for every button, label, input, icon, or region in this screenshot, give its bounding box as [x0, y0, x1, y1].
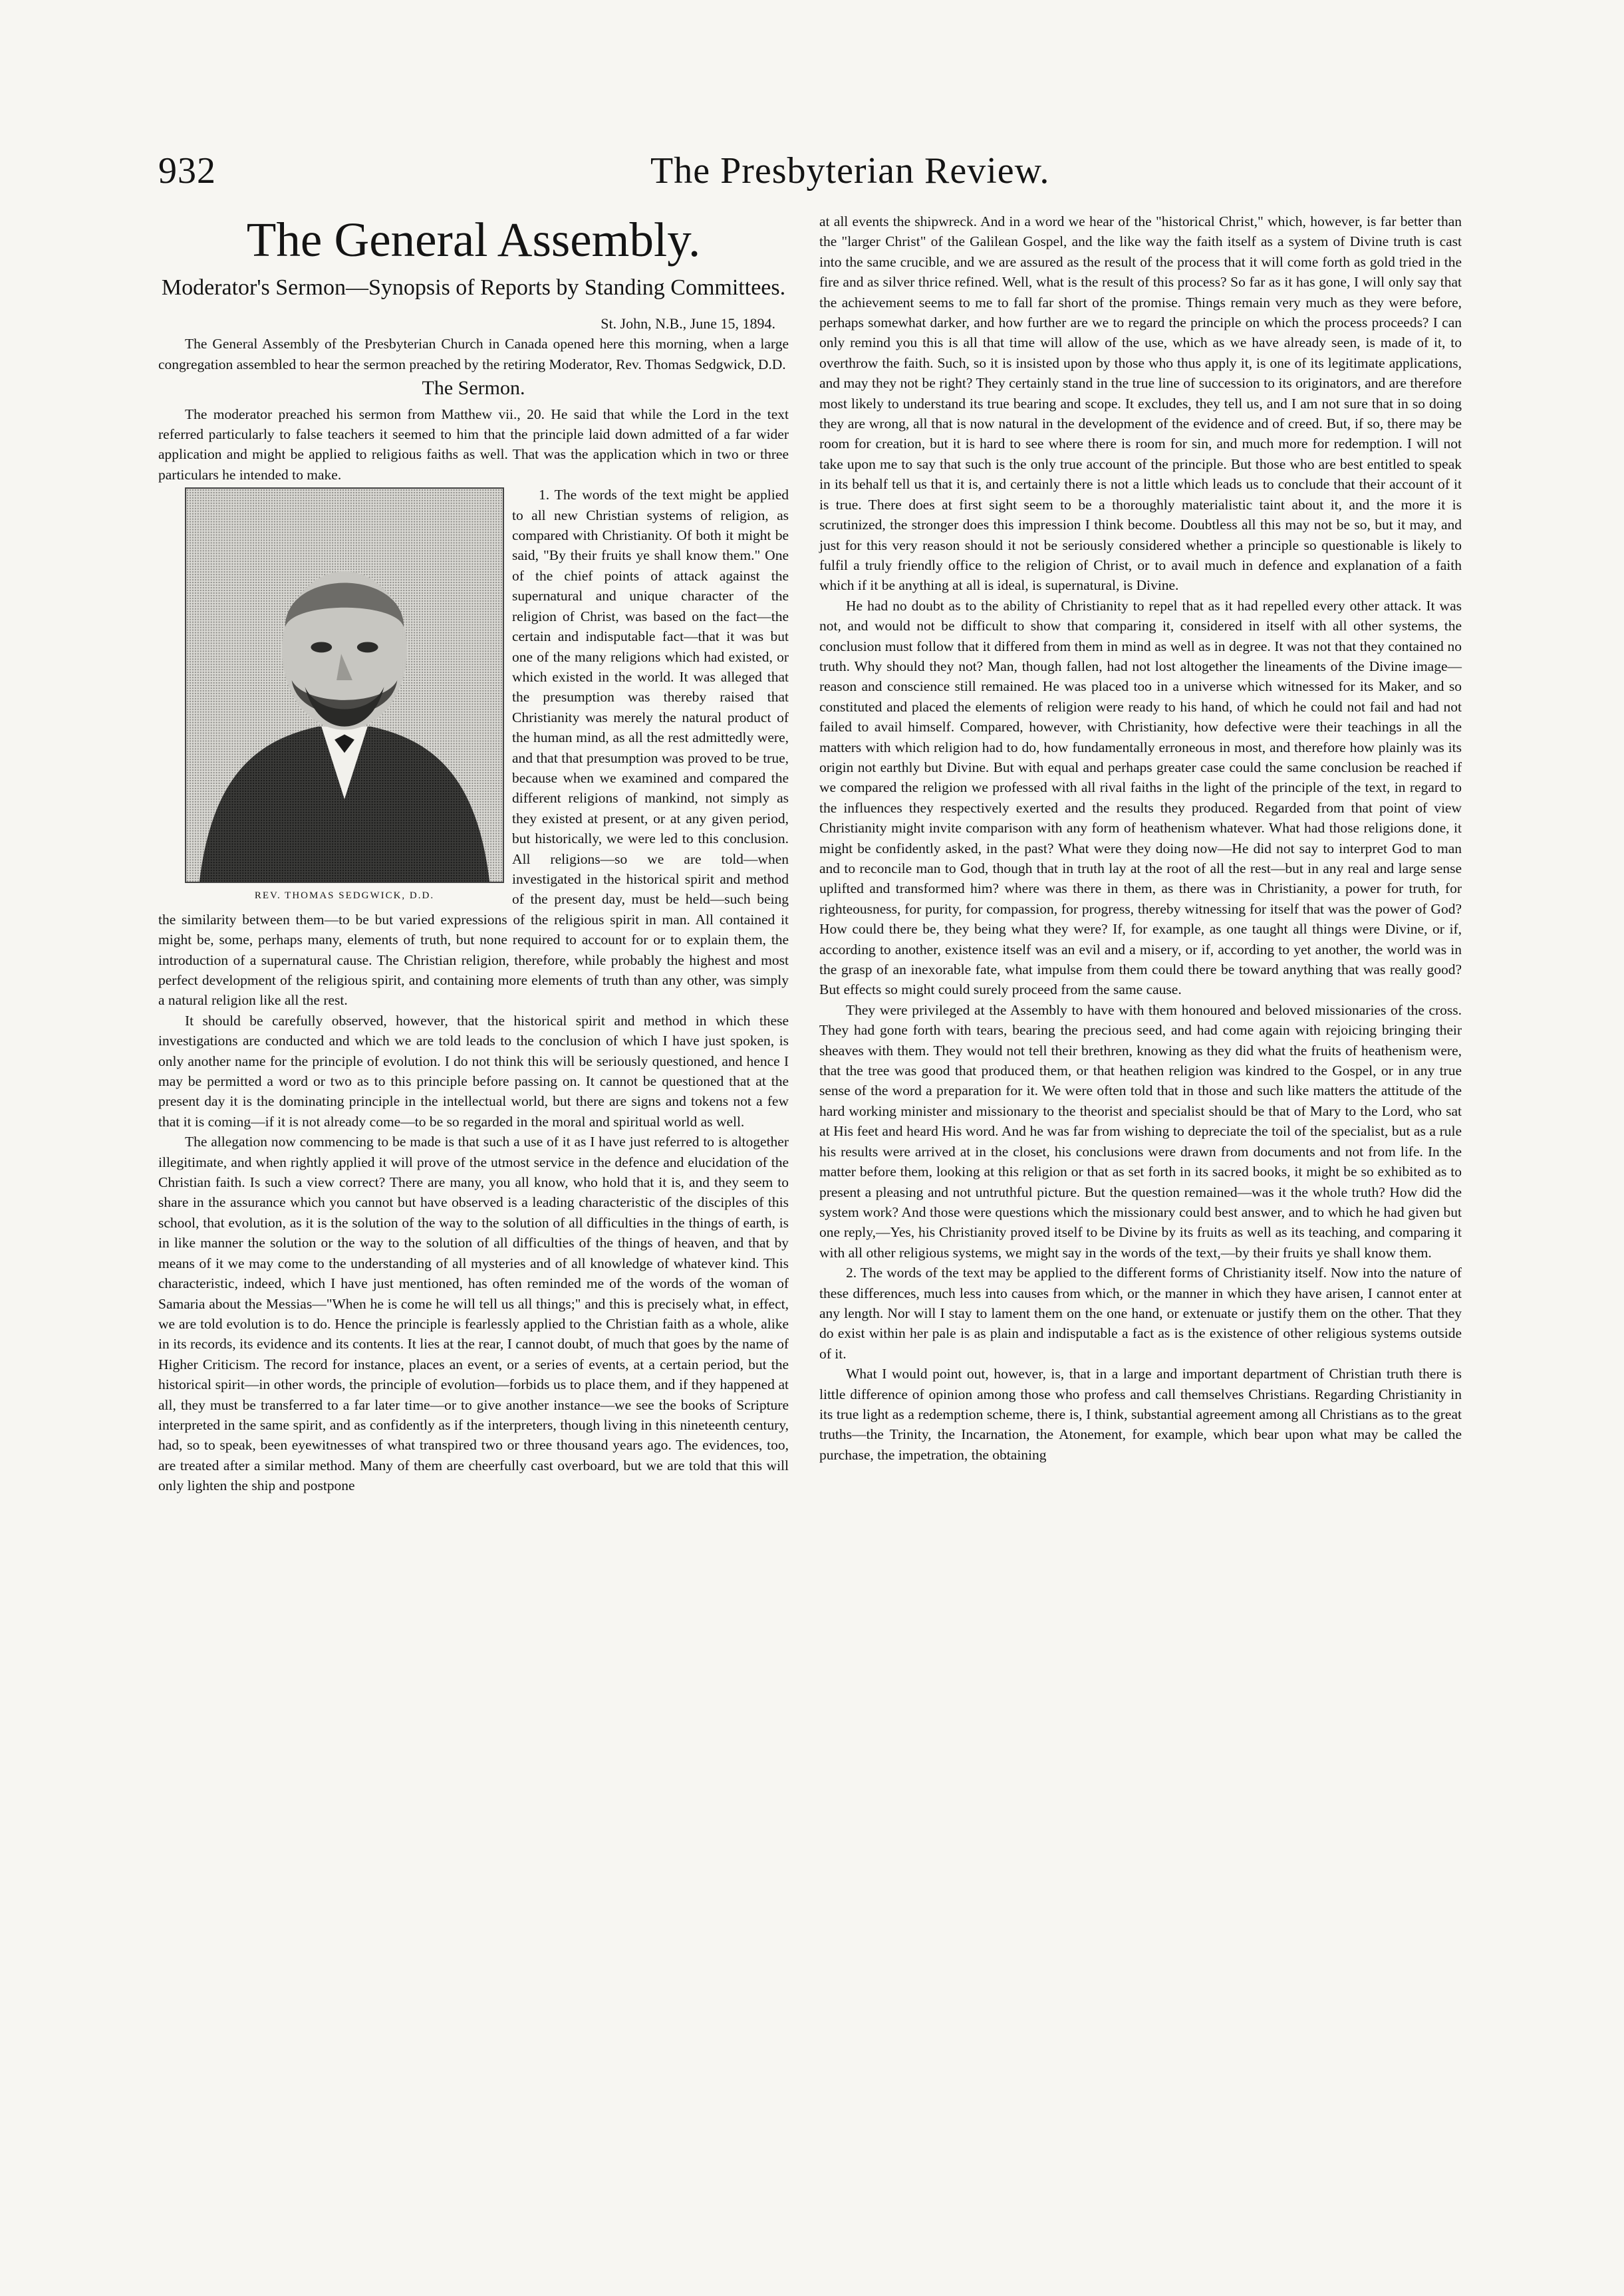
body-paragraph: 1. The words of the text might be applied to all new Christian systems of religion, as compared with Christianity. Of both it might be said, "By their fruits ye shall know them." One of the chief points of attack against the supernatural and unique character of the religion of Christ, was based on the fact—the certain and indisputable fact—that it was but one of the many religions which had existed, or which existed in the world. It was alleged that the presumption was thereby raised that Christianity was merely the natural product of the human mind, as all the rest admittedly were, and that that presumption was proved to be true, because when we examined and compared the different religions of mankind, not simply as they existed at present, or at any given period, but historically, we were led to this conclusion. All religions—so we are told—when investigated in the historical spirit and method of the present day, must be held—such being the similarity between them—to be but varied expressions of the religious spirit in man. All contained it might be, some, perhaps many, elements of truth, but none required to account for or to explain them, the introduction of a supernatural cause. The Christian religion, therefore, while probably the highest and most perfect development of the religious spirit, and containing more elements of truth than any other, was simply a natural religion like all the rest. — [158, 487, 789, 1009]
article-subtitle: Moderator's Sermon—Synopsis of Reports by Standing Committees. — [161, 275, 786, 300]
running-head — [158, 150, 1462, 203]
body-paragraph: He had no doubt as to the ability of Christianity to repel that as it had repelled every other attack. It was not, and would not be difficult to show that comparing it, considered in itself with all other systems, the conclusion must follow that it differed from them in mind as well as in degree. It was not that they contained no truth. Why should they not? Man, though fallen, had not lost altogether the lineaments of the Divine image—reason and conscience still remained. He was placed too in a universe which witnessed for its Maker, and so constituted and placed the elements of religion were ready to his hand, of which he could not fail and had not failed to avail himself. Compared, however, with Christianity, how defective were their teachings in all the matters with which religion had to do, how fundamentally erroneous in most, and therefore how plainly was its origin not earthly but Divine. But with equal and perhaps greater case could the same conclusion be reached if we compared the religion we professed with all rival faiths in the light of the principle of the text, in regard to the influences they respectively exerted and the results they produced. Regarded from that point of view Christianity might invite comparison with any form of heathenism whatever. What had those religions done, it might be confidently asked, in the past? What were they doing now—He did not say to interpret God to man and to reconcile man to God, though that in truth lay at the root of all the rest—but in any real and large sense uplifted and transformed him? where was there in them, as there was in Christianity, a power for truth, for righteousness, for purity, for compassion, for progress, thereby witnessing for itself that was the power of God? How could there be, they being what they were? If, for example, as one taught all things were Divine, or if, according to another, existence itself was an evil and a misery, or if, according to yet another, the world was in the grasp of an inexorable fate, what impulse from them could there be toward anything that was really good? But effects so might could surely proceed from the same cause. — [819, 597, 1462, 998]
body-paragraph: It should be carefully observed, however, that the historical spirit and method in which these investigations are conducted and which we are told leads to the conclusion of which I have just spoken, is only another name for the principle of evolution. I do not think this will be seriously questioned, and hence I may be permitted a word or two as to this principle before passing on. It cannot be questioned that at the present day it is the dominating principle in the intellectual world, but there are signs and tokens not a few that it is coming—if it is not already come—to be so regarded in the moral and spiritual world as well. — [158, 1012, 789, 1130]
right-column — [819, 211, 1462, 1465]
body-paragraph: 2. The words of the text may be applied to the different forms of Christianity itself. Now into the nature of these differences, much less into causes from which, or the manner in which they have arisen, I cannot enter at any length. Nor will I stay to lament them on the one hand, or extenuate or justify them on the other. That they do exist within her pale is as plain and indisputable a fact as is the existence of other religious systems outside of it. — [819, 1265, 1462, 1362]
body-paragraph: at all events the shipwreck. And in a word we hear of the "historical Christ," which, however, is far better than the "larger Christ" of the Galilean Gospel, and the like way the faith itself as a system of Divine truth is cast into the same crucible, and we are assured as the result of the process that it will come forth as gold tried in the fire and as silver thrice refined. Well, what is the result of this process? So far as it has gone, I will only say that the achievement seems to me to fall far short of the promise. Things remain very much as they were before, perhaps somewhat darker, and how further are we to regard the principle on which the process proceeds? I can only remind you this is all that time will allow of the use, which as we have already seen, is made of it, to overthrow the faith. Such, so it is insisted upon by those who thus apply it, is one of its legitimate applications, and may they not be right? They certainly stand in the true line of succession to its originators, and are therefore most likely to understand its true bearing and scope. It excludes, they tell us, and I am not sure that in so doing they are wrong, all that is now natural in the development of the evidence and of creed. But, if so, there may be room for creation, but it is hard to see where there is room for sin, and much more for redemption. I will not take upon me to say that such is the only true account of the principle. But those who are best entitled to speak in its behalf tell us that it is, and certainly there is not a little which leads us to conclude that their account of it is true. There does at first sight seem to be a thoroughly materialistic taint about it, and the more it is scrutinized, the stronger does this impression I think become. Doubtless all this may not be so, but it may, and just for this very reason should it not be seriously considered whether a principle so questionable is likely to fulfil a truly friendly office to the religion of Christ, or to avail much in defence and explanation of a faith which if it be anything at all is ideal, is supernatural, is Divine. — [819, 213, 1462, 594]
sermon-heading: The Sermon. — [422, 377, 525, 400]
portrait-image — [185, 487, 504, 883]
journal-title: The Presbyterian Review. — [650, 150, 1050, 191]
page-number: 932 — [158, 150, 216, 191]
left-column — [158, 211, 789, 1496]
body-paragraph: They were privileged at the Assembly to have with them honoured and beloved missionaries of the cross. They had gone forth with tears, bearing the precious seed, and had come again with rejoicing bringing their sheaves with them. They would not tell their brethren, knowing as they did what the fruits of heathenism were, that the tree was good that produced them, or that heathen religion was kindred to the Gospel, or in any true sense of the word a preparation for it. We were often told that in those and such like matters the attitude of the hard working minister and missionary to the theorist and specialist should be that of Mary to the Lord, who sat at His feet and heard His word. And he was far from wishing to depreciate the toil of the specialist, but as a rule his results were arrived at in the closet, his conclusions were drawn from documents and not from life. In the matter before them, looking at this religion or that as set forth in its sacred books, it might be so exhibited as to present a pleasing and not untruthful picture. But the question remained—was it the whole truth? How did the system work? And those were questions which the missionary could best answer, and to which he had given but one reply,—Yes, his Christianity proved itself to be Divine by its fruits as well as its teaching, and comparing it with all other religious systems, we might say in the words of the text,—by their fruits ye shall know them. — [819, 1001, 1462, 1261]
portrait-figure — [185, 487, 504, 906]
dateline: St. John, N.B., June 15, 1894. — [601, 315, 775, 332]
intro-paragraph: The General Assembly of the Presbyterian Church in Canada opened here this morning, when a large congregation assembled to hear the sermon preached by the retiring Moderator, Rev. Thomas Sedgwick, D.D. — [158, 336, 789, 372]
body-paragraph: The moderator preached his sermon from Matthew vii., 20. He said that while the Lord in the text referred particularly to false teachers it seemed to him that the principle laid down admitted of a far wider application and might be applied to religious faiths as well. That was the application which in two or three particulars he intended to make. — [158, 406, 789, 483]
body-paragraph: What I would point out, however, is, that in a large and important department of Christian truth there is little difference of opinion among those who profess and call themselves Christians. Regarding Christianity in its true light as a redemption scheme, there is, I think, substantial agreement among all Christians as to the great truths—the Trinity, the Incarnation, the Atonement, for example, which bear upon what may be called the purchase, the impetration, the obtaining — [819, 1366, 1462, 1463]
portrait-caption: REV. THOMAS SEDGWICK, D.D. — [254, 890, 435, 902]
article-title: The General Assembly. — [246, 213, 701, 267]
body-paragraph: The allegation now commencing to be made is that such a use of it as I have just referred to is altogether illegitimate, and when rightly applied it will prove of the utmost service in the defence and elucidation of the Christian faith. Is such a view correct? There are many, you all know, who hold that it is, and they seem to share in the assurance which you cannot but have observed is a leading characteristic of the disciples of this school, that evolution, as it is the solution of the way to the solution of all difficulties in the things of earth, is in like manner the solution or the way to the solution of all difficulties of the things of heaven, and that by means of it we may come to the understanding of all mysteries and of all knowledge of whatever kind. This characteristic, indeed, which I have just mentioned, has often reminded me of the words of the woman of Samaria about the Messias—"When he is come he will tell us all things;" and this is precisely what, in effect, we are told evolution is to do. Hence the principle is fearlessly applied to the Christian faith as a whole, alike in its records, its evidence and its contents. It lies at the rear, I cannot doubt, of much that goes by the name of Higher Criticism. The record for instance, places an event, or a series of events, at a certain period, but the historical spirit—in other words, the principle of evolution—forbids us to place them, and if they happened at all, they must be transferred to a far later time—or to give another instance—we see the books of Scripture interpreted in the same spirit, and as confidently as if the interpreters, though living in this nineteenth century, had, so to speak, been eyewitnesses of what transpired two or three thousand years ago. The evidences, too, are treated after a similar method. Many of them are cheerfully cast overboard, but we are told that this will only lighten the ship and postpone — [158, 1134, 789, 1494]
